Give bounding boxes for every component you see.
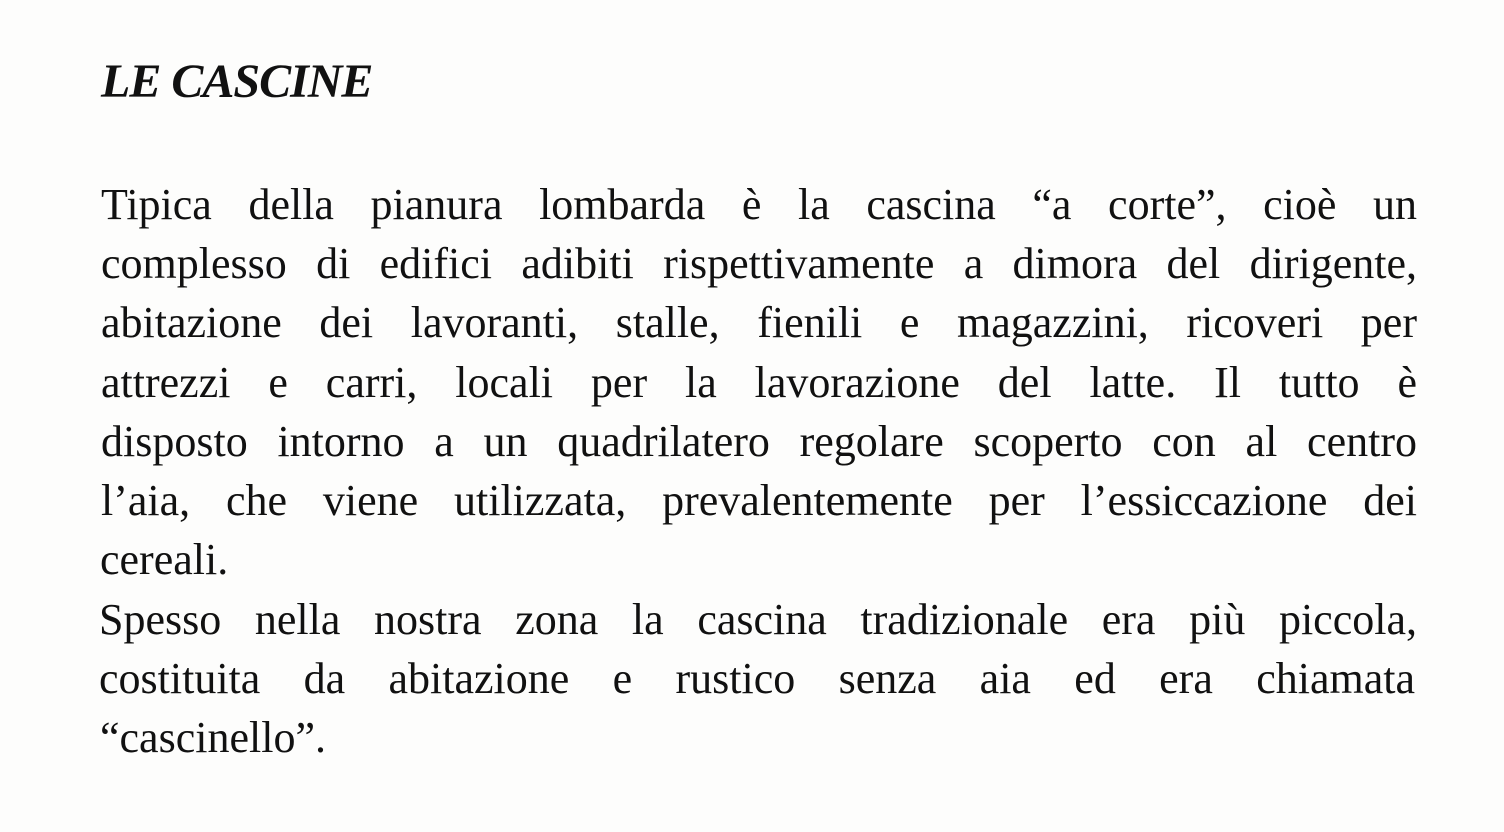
paragraph-1-line-7: cereali.	[100, 535, 229, 584]
paragraph-1-line-5: disposto intorno a un quadrilatero regolare scoperto con al centro	[101, 417, 1417, 466]
paragraph-1-line-1: Tipica della pianura lombarda è la cascina “a corte”, cioè un	[101, 180, 1417, 229]
page-title: LE CASCINE	[101, 55, 373, 108]
paragraph-1-line-3: abitazione dei lavoranti, stalle, fienili e magazzini, ricoveri per	[101, 298, 1417, 347]
paragraph-1-line-6: l’aia, che viene utilizzata, prevalentemente per l’essiccazione dei	[101, 476, 1417, 525]
paragraph-2-line-3: “cascinello”.	[100, 713, 326, 762]
paragraph-1-line-2: complesso di edifici adibiti rispettivamente a dimora del dirigente,	[101, 239, 1417, 288]
paragraph-2-line-1: Spesso nella nostra zona la cascina tradizionale era più piccola,	[99, 595, 1417, 644]
paragraph-2-line-2: costituita da abitazione e rustico senza aia ed era chiamata	[99, 654, 1415, 703]
paragraph-1-line-4: attrezzi e carri, locali per la lavorazione del latte. Il tutto è	[101, 358, 1417, 407]
